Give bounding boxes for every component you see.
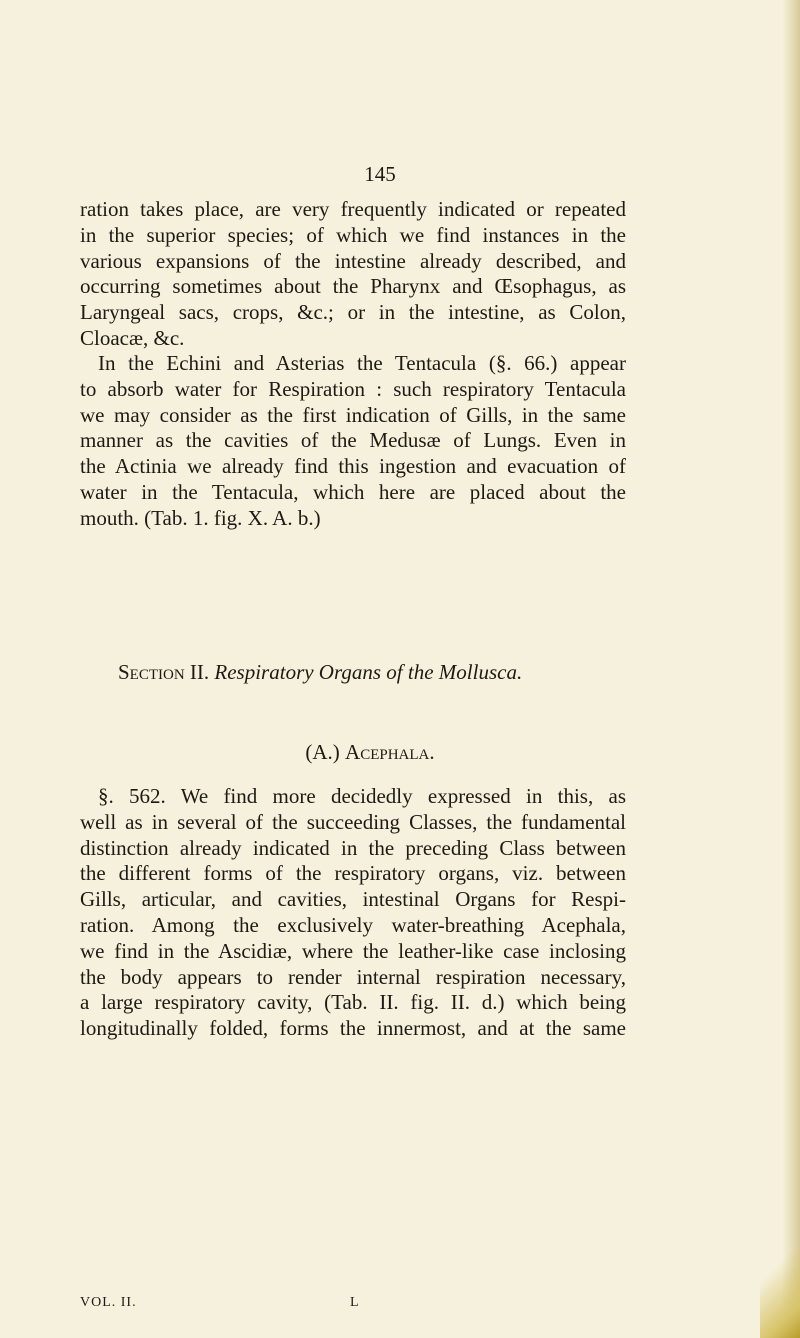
volume-label: VOL. II. [80, 1295, 137, 1310]
text-line: §. 562. We find more decidedly expressed in this, as [98, 784, 626, 808]
text-line: the different forms of the respiratory organs, viz. between [80, 861, 626, 886]
text-line: Laryngeal sacs, crops, &c.; or in the intestine, as Colon, [80, 300, 626, 325]
text-line: to absorb water for Respiration : such respiratory Tentacula [80, 376, 626, 401]
paragraph-2 [80, 351, 626, 532]
text-line: a large respiratory cavity, (Tab. II. fig. II. d.) which being [80, 990, 626, 1015]
text-line: the Actinia we already find this ingestion and evacuation of [80, 454, 626, 479]
text-line: Cloacæ, &c. [80, 325, 185, 350]
page-edge-shading [782, 0, 800, 1338]
text-line: longitudinally folded, forms the innermost, and at the same [80, 1016, 626, 1041]
corner-stain [760, 1218, 800, 1338]
text-line: In the Echini and Asterias the Tentacula (§. 66.) appear [98, 351, 626, 375]
paragraph-3 [80, 784, 626, 1042]
text-line: we may consider as the first indication of Gills, in the same [80, 402, 626, 427]
text-line: in the superior species; of which we find instances in the [80, 222, 626, 247]
text-line: we find in the Ascidiæ, where the leather-like case inclosing [80, 938, 626, 963]
subsection-heading [0, 740, 740, 765]
text-line: various expansions of the intestine already described, and [80, 248, 626, 273]
text-line: Gills, articular, and cavities, intestinal Organs for Respi- [80, 887, 626, 912]
text-line: ration takes place, are very frequently indicated or repeated [80, 197, 626, 221]
text-line: well as in several of the succeeding Classes, the fundamental [80, 809, 626, 834]
section-heading [118, 660, 522, 685]
page-number: 145 [364, 162, 396, 186]
paragraph-1 [80, 197, 626, 352]
text-line: the body appears to render internal respiration necessary, [80, 964, 626, 989]
signature-mark: L [350, 1295, 360, 1310]
text-line: occurring sometimes about the Pharynx and Œsophagus, as [80, 274, 626, 299]
text-line: manner as the cavities of the Medusæ of Lungs. Even in [80, 428, 626, 453]
subsection-title: Acephala. [345, 740, 435, 764]
section-title: Respiratory Organs of the Mollusca. [214, 660, 523, 684]
text-line: water in the Tentacula, which here are placed about the [80, 479, 626, 504]
text-line: mouth. (Tab. 1. fig. X. A. b.) [80, 505, 321, 530]
section-label: Section II. [118, 660, 210, 684]
text-line: distinction already indicated in the preceding Class between [80, 835, 626, 860]
text-line: ration. Among the exclusively water-breathing Acephala, [80, 912, 626, 937]
subsection-label: (A.) [305, 740, 340, 764]
